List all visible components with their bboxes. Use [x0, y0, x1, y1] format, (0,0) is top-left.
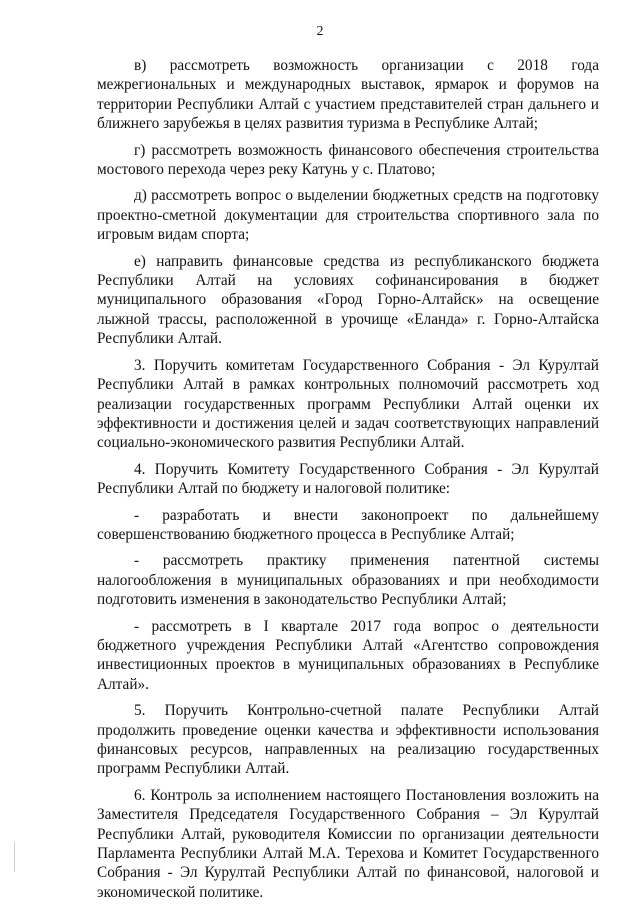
paragraph-item-g: г) рассмотреть возможность финансового обеспечения строительства мостового перехода через реку Катунь у с. Платово;: [97, 141, 599, 179]
paragraph-item-e: е) направить финансовые средства из республиканского бюджета Республики Алтай на условиях софинансирования в бюджет муниципального образования «Город Горно-Алтайск» на освещение лыжной трассы, расположенной в урочище «Еланда» г. Горно-Алтайска Республики Алтай.: [97, 252, 599, 348]
scan-edge-mark: [14, 842, 15, 872]
page-number: 2: [316, 24, 324, 39]
paragraph-clause-5: 5. Поручить Контрольно-счетной палате Республики Алтай продолжить проведение оценки качества и эффективности использования финансовых ресурсов, направленных на реализацию государственных программ Республики Алтай.: [97, 702, 599, 778]
paragraph-clause-4: 4. Поручить Комитету Государственного Собрания - Эл Курултай Республики Алтай по бюджету и налоговой политике:: [97, 460, 599, 498]
paragraph-clause-6: 6. Контроль за исполнением настоящего Постановления возложить на Заместителя Председателя Государственного Собрания – Эл Курултай Республики Алтай, руководителя Комиссии по организации деятельности Парламента Республики Алтай М.А. Терехова и Комитет Государственного Собрания - Эл Курултай Республики Алтай по финансовой, налоговой и экономической политике.: [97, 786, 599, 901]
paragraph-clause-4-dash-1: - разработать и внести законопроект по дальнейшему совершенствованию бюджетного процесса в Республике Алтай;: [97, 506, 599, 543]
paragraph-clause-4-dash-3: - рассмотреть в I квартале 2017 года вопрос о деятельности бюджетного учреждения Республики Алтай «Агентство сопровождения инвестиционных проектов в муниципальных образованиях в Республике Алтай».: [97, 617, 599, 693]
document-body: [97, 56, 599, 909]
paragraph-clause-4-dash-2: - рассмотреть практику применения патентной системы налогообложения в муниципальных образованиях и при необходимости подготовить изменения в законодательство Республики Алтай;: [97, 552, 599, 609]
paragraph-item-d: д) рассмотреть вопрос о выделении бюджетных средств на подготовку проектно-сметной документации для строительства спортивного зала по игровым видам спорта;: [97, 187, 599, 244]
paragraph-item-v: в) рассмотреть возможность организации с 2018 года межрегиональных и международных выставок, ярмарок и форумов на территории Республики Алтай с участием представителей стран дальнего и ближнего зарубежья в целях развития туризма в Республике Алтай;: [97, 57, 599, 133]
paragraph-clause-3: 3. Поручить комитетам Государственного Собрания - Эл Курултай Республики Алтай в рамках контрольных полномочий рассмотреть ход реализации государственных программ Республики Алтай оценки их эффективности и достижения целей и задач соответствующих направлений социально-экономического развития Республики Алтай.: [97, 356, 599, 452]
